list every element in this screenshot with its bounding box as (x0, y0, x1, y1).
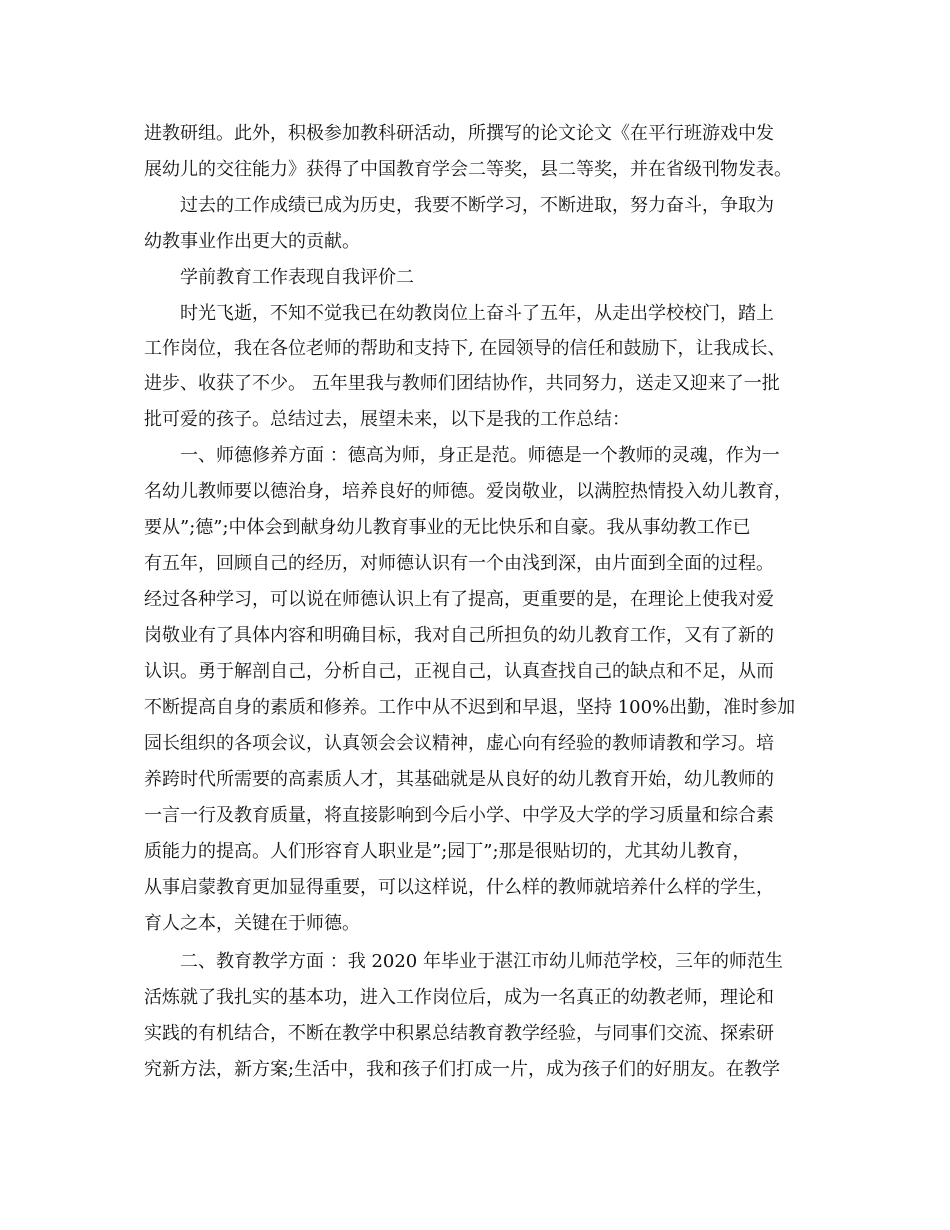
paragraph-line: 时光飞逝，不知不觉我已在幼教岗位上奋斗了五年，从走出学校校门，踏上 (180, 303, 774, 324)
paragraph-line: 一言一行及教育质量，将直接影响到今后小学、中学及大学的学习质量和综合素 (144, 805, 774, 826)
paragraph-line: 岗敬业有了具体内容和明确目标，我对自己所担负的幼儿教育工作，又有了新的 (144, 625, 774, 646)
paragraph-line: 育人之本，关键在于师德。 (144, 913, 360, 934)
paragraph-line: 活炼就了我扎实的基本功，进入工作岗位后，成为一名真正的幼教老师，理论和 (144, 987, 774, 1008)
paragraph-line: 有五年，回顾自己的经历，对师德认识有一个由浅到深，由片面到全面的过程。 (144, 553, 774, 574)
paragraph-line: 工作岗位，我在各位老师的帮助和支持下, 在园领导的信任和鼓励下，让我成长、 (144, 338, 786, 359)
paragraph-line: 实践的有机结合，不断在教学中积累总结教育教学经验，与同事们交流、探索研 (144, 1023, 774, 1044)
paragraph-line: 质能力的提高。人们形容育人职业是”;园丁”;那是很贴切的，尤其幼儿教育， (144, 841, 751, 862)
paragraph-line: 进步、收获了不少。 五年里我与教师们团结协作，共同努力，送走又迎来了一批 (144, 373, 780, 394)
paragraph-line: 二、教育教学方面 ：我 2020 年毕业于湛江市幼儿师范学校，三年的师范生 (180, 951, 783, 972)
paragraph-line: 园长组织的各项会议，认真领会会议精神，虚心向有经验的教师请教和学习。培 (144, 733, 774, 754)
paragraph-line: 一、师德修养方面 ：德高为师，身正是范。师德是一个教师的灵魂，作为一 (180, 445, 780, 466)
paragraph-line: 不断提高自身的素质和修养。工作中从不迟到和早退，坚持 100%出勤，准时参加 (144, 697, 796, 718)
paragraph-line: 认识。勇于解剖自己，分析自己，正视自己，认真查找自己的缺点和不足，从而 (144, 661, 774, 682)
section-heading: 学前教育工作表现自我评价二 (180, 267, 414, 288)
paragraph-line: 过去的工作成绩已成为历史，我要不断学习，不断进取，努力奋斗，争取为 (180, 195, 774, 216)
paragraph-line: 从事启蒙教育更加显得重要，可以这样说，什么样的教师就培养什么样的学生， (144, 877, 774, 898)
paragraph-line: 养跨时代所需要的高素质人才，其基础就是从良好的幼儿教育开始，幼儿教师的 (144, 769, 774, 790)
paragraph-line: 批可爱的孩子。总结过去，展望未来，以下是我的工作总结： (144, 409, 630, 430)
paragraph-line: 究新方法，新方案;生活中，我和孩子们打成一片，成为孩子们的好朋友。在教学 (144, 1059, 781, 1080)
paragraph-line: 进教研组。此外，积极参加教科研活动，所撰写的论文论文《在平行班游戏中发 (144, 123, 774, 144)
paragraph-line: 名幼儿教师要以德治身，培养良好的师德。爱岗敬业，以满腔热情投入幼儿教育， (144, 481, 792, 502)
paragraph-line: 经过各种学习，可以说在师德认识上有了提高，更重要的是，在理论上使我对爱 (144, 589, 774, 610)
paragraph-line: 要从”;德”;中体会到献身幼儿教育事业的无比快乐和自豪。我从事幼教工作已 (144, 517, 751, 538)
paragraph-line: 幼教事业作出更大的贡献。 (144, 231, 360, 252)
paragraph-line: 展幼儿的交往能力》获得了中国教育学会二等奖，县二等奖，并在省级刊物发表。 (144, 159, 792, 180)
